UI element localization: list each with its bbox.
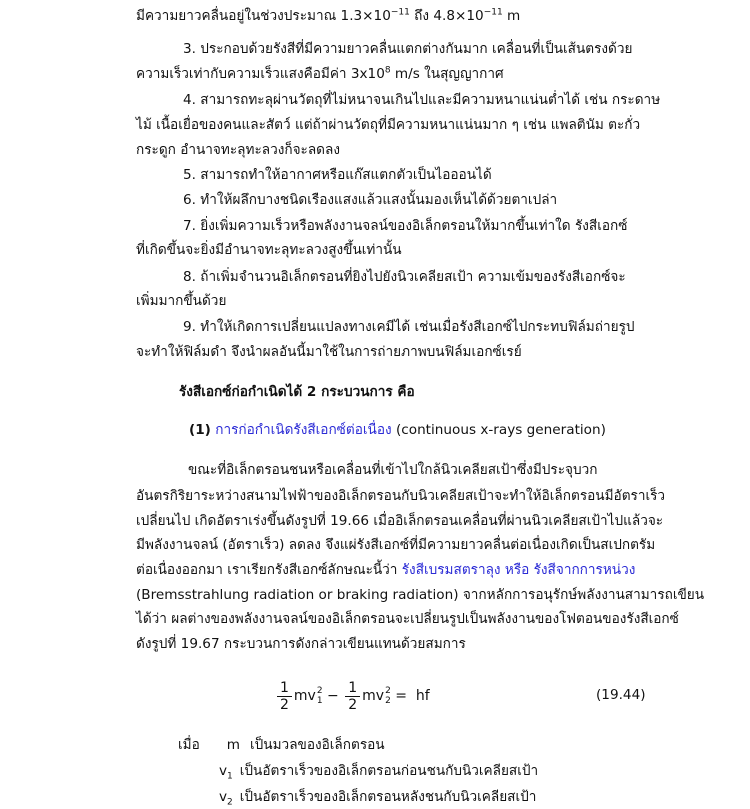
half-fraction-1: $\frac{1}{2}$: [277, 680, 292, 713]
half-fraction-2: $\frac{1}{2}$: [345, 680, 360, 713]
subsection-english: (continuous x-rays generation): [391, 422, 606, 438]
property-3-line-1: 3. ประกอบด้วยรังสีที่มีความยาวคลื่นแตกต่างกันมาก เคลื่อนที่เป็นเส้นตรงด้วย: [183, 41, 633, 57]
property-4-line-2: ไม้ เนื้อเยื่อของคนและสัตว์ แต่ถ้าผ่านวัตถุที่มีความหนาแน่นมาก ๆ เช่น แพลตินัม ตะกั่ว: [136, 117, 641, 133]
paragraph-line-5: ต่อเนื่องออกมา เราเรียกรังสีเอกซ์ลักษณะนี้ว่า รังสีเบรมสตราลุง หรือ รังสีจากการหน่วง: [136, 562, 636, 578]
paragraph-line-7: ได้ว่า ผลต่างของพลังงานจลน์ของอิเล็กตรอนจะเปลี่ยนรูปเป็นพลังงานของโฟตอนของรังสีเอกซ์: [136, 611, 679, 627]
where-m-line: เมื่อ m เป็นมวลของอิเล็กตรอน: [178, 737, 385, 753]
paragraph-line-2: อันตรกิริยาระหว่างสนามไฟฟ้าของอิเล็กตรอนกับนิวเคลียสเป้าจะทำให้อิเล็กตรอนมีอัตราเร็ว: [136, 488, 666, 504]
section-heading: รังสีเอกซ์ก่อกำเนิดได้ 2 กระบวนการ คือ: [179, 384, 415, 400]
wavelength-range-line: มีความยาวคลื่นอยู่ในช่วงประมาณ $1.3\times 10^{-11}$ ถึง $4.8\times 10^{-11}$ m: [136, 7, 521, 24]
paragraph-line-4: มีพลังงานจลน์ (อัตราเร็ว) ลดลง จึงแผ่รังสีเอกซ์ที่มีความยาวคลื่นต่อเนื่องเกิดเป็นสเปกตรัม: [136, 537, 656, 553]
property-5-line: 5. สามารถทำให้อากาศหรือแก๊สแตกตัวเป็นไอออนได้: [183, 167, 492, 183]
continuous-xray-link[interactable]: การก่อกำเนิดรังสีเอกซ์ต่อเนื่อง: [215, 422, 392, 438]
bremsstrahlung-link[interactable]: รังสีเบรมสตราลุง หรือ รังสีจากการหน่วง: [401, 562, 636, 578]
property-8-line-2: เพิ่มมากขึ้นด้วย: [136, 293, 227, 309]
equation-number: (19.44): [596, 687, 646, 703]
property-4-line-3: กระดูก อำนาจทะลุทะลวงก็จะลดลง: [136, 142, 340, 158]
paragraph-line-8: ดังรูปที่ 19.67 กระบวนการดังกล่าวเขียนแทนด้วยสมการ: [136, 636, 466, 652]
where-v2-line: $v_2$ เป็นอัตราเร็วของอิเล็กตรอนหลังชนกับนิวเคลียสเป้า: [219, 789, 537, 808]
property-9-line-1: 9. ทำให้เกิดการเปลี่ยนแปลงทางเคมีได้ เช่นเมื่อรังสีเอกซ์ไปกระทบฟิล์มถ่ายรูป: [183, 319, 635, 335]
paragraph-line-1: ขณะที่อิเล็กตรอนชนหรือเคลื่อนที่เข้าไปใกล้นิวเคลียสเป้าซึ่งมีประจุบวก: [188, 462, 598, 478]
subsection-title: [189, 421, 606, 439]
where-v1-line: $v_1$ เป็นอัตราเร็วของอิเล็กตรอนก่อนชนกับนิวเคลียสเป้า: [219, 763, 539, 782]
energy-equation: $\frac{1}{2}$ mv 2 1 − $\frac{1}{2}$ mv 2 2 = hf: [275, 670, 430, 722]
subsection-number: (1): [189, 422, 211, 438]
property-7-line-1: 7. ยิ่งเพิ่มความเร็วหรือพลังงานจลน์ของอิเล็กตรอนให้มากขึ้นเท่าใด รังสีเอกซ์: [183, 218, 628, 234]
property-4-line-1: 4. สามารถทะลุผ่านวัตถุที่ไม่หนาจนเกินไปและมีความหนาแน่นต่ำได้ เช่น กระดาษ: [183, 92, 661, 108]
property-8-line-1: 8. ถ้าเพิ่มจำนวนอิเล็กตรอนที่ยิงไปยังนิวเคลียสเป้า ความเข้มของรังสีเอกซ์จะ: [183, 269, 626, 285]
paragraph-line-3: เปลี่ยนไป เกิดอัตราเร่งขึ้นดังรูปที่ 19.66 เมื่ออิเล็กตรอนเคลื่อนที่ผ่านนิวเคลียสเป้าไปแล้วจะ: [136, 513, 664, 529]
paragraph-line-6: (Bremsstrahlung radiation or braking radiation) จากหลักการอนุรักษ์พลังงานสามารถเขียน: [136, 587, 705, 603]
property-7-line-2: ที่เกิดขึ้นจะยิ่งมีอำนาจทะลุทะลวงสูงขึ้นเท่านั้น: [136, 242, 402, 258]
property-6-line: 6. ทำให้ผลึกบางชนิดเรืองแสงแล้วแสงนั้นมองเห็นได้ด้วยตาเปล่า: [183, 192, 558, 208]
property-3-line-2: ความเร็วเท่ากับความเร็วแสงคือมีค่า $3x10^8$ m/s ในสุญญากาศ: [136, 65, 504, 82]
property-9-line-2: จะทำให้ฟิล์มดำ จึงนำผลอันนี้มาใช้ในการถ่ายภาพบนฟิล์มเอกซ์เรย์: [136, 344, 522, 360]
